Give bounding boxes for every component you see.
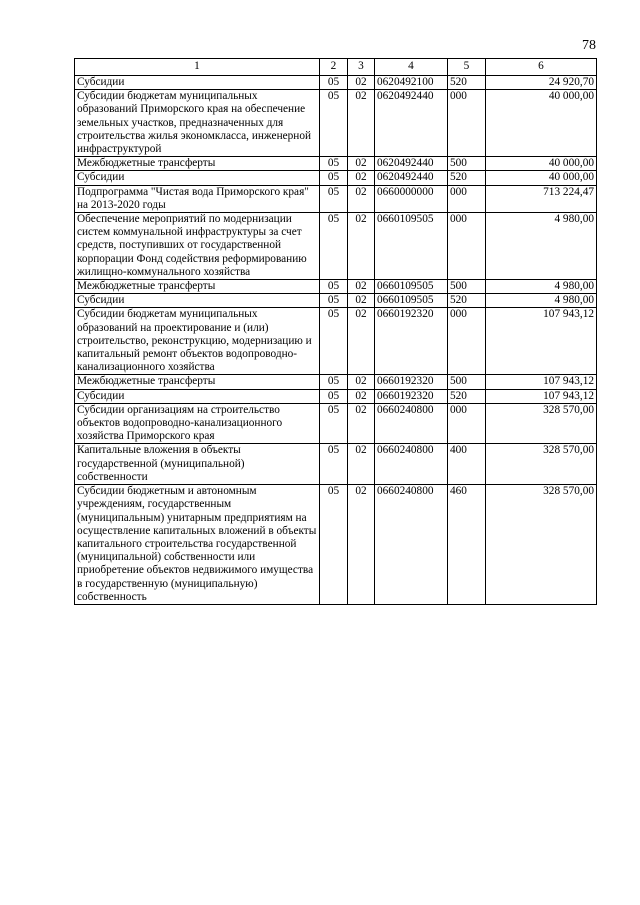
row-subsection-cell: 02 (348, 171, 375, 185)
row-target-code-cell: 0620492440 (375, 157, 448, 171)
row-target-code-cell: 0660192320 (375, 375, 448, 389)
row-name-cell: Межбюджетные трансферты (75, 157, 320, 171)
header-col-6: 6 (486, 59, 597, 76)
row-subsection-cell: 02 (348, 76, 375, 90)
row-target-code-cell: 0620492100 (375, 76, 448, 90)
row-section-cell: 05 (320, 389, 348, 403)
row-expense-type-cell: 520 (448, 171, 486, 185)
row-section-cell: 05 (320, 444, 348, 485)
table-row (75, 403, 597, 444)
row-amount-cell: 107 943,12 (486, 308, 597, 375)
row-amount-cell: 328 570,00 (486, 444, 597, 485)
row-target-code-cell: 0620492440 (375, 90, 448, 157)
row-amount-cell: 328 570,00 (486, 403, 597, 444)
row-subsection-cell: 02 (348, 389, 375, 403)
header-col-4: 4 (375, 59, 448, 76)
row-amount-cell: 40 000,00 (486, 157, 597, 171)
row-subsection-cell: 02 (348, 185, 375, 212)
row-subsection-cell: 02 (348, 280, 375, 294)
row-subsection-cell: 02 (348, 403, 375, 444)
row-amount-cell: 4 980,00 (486, 294, 597, 308)
row-name-cell: Субсидии (75, 294, 320, 308)
row-amount-cell: 713 224,47 (486, 185, 597, 212)
row-amount-cell: 40 000,00 (486, 171, 597, 185)
table-row (75, 280, 597, 294)
row-section-cell: 05 (320, 375, 348, 389)
row-name-cell: Субсидии (75, 76, 320, 90)
table-row (75, 444, 597, 485)
table-row (75, 185, 597, 212)
table-row (75, 213, 597, 280)
table-row (75, 375, 597, 389)
table-row (75, 171, 597, 185)
table-body (75, 76, 597, 605)
table-row (75, 90, 597, 157)
row-subsection-cell: 02 (348, 294, 375, 308)
row-name-cell: Субсидии организациям на строительство объектов водопроводно-канализационного хозяйства Приморского края (75, 403, 320, 444)
row-expense-type-cell: 000 (448, 185, 486, 212)
row-target-code-cell: 0660240800 (375, 403, 448, 444)
row-subsection-cell: 02 (348, 444, 375, 485)
row-section-cell: 05 (320, 294, 348, 308)
row-expense-type-cell: 000 (448, 403, 486, 444)
row-target-code-cell: 0660240800 (375, 485, 448, 605)
row-target-code-cell: 0620492440 (375, 171, 448, 185)
row-amount-cell: 24 920,70 (486, 76, 597, 90)
row-name-cell: Обеспечение мероприятий по модернизации систем коммунальной инфраструктуры за счет средств, поступивших от государственной корпорации Фонд содействия реформированию жилищно-коммунального хозяйства (75, 213, 320, 280)
row-expense-type-cell: 400 (448, 444, 486, 485)
row-section-cell: 05 (320, 185, 348, 212)
row-target-code-cell: 0660000000 (375, 185, 448, 212)
row-name-cell: Субсидии бюджетным и автономным учреждениям, государственным (муниципальным) унитарным предприятиям на осуществление капитальных вложений в объекты капитального строительства государственной (муниципальной) собственности или приобретение объектов недвижимого имущества в государственную (муниципальную) собственность (75, 485, 320, 605)
row-target-code-cell: 0660109505 (375, 280, 448, 294)
row-name-cell: Субсидии (75, 171, 320, 185)
header-col-3: 3 (348, 59, 375, 76)
row-amount-cell: 107 943,12 (486, 389, 597, 403)
row-expense-type-cell: 000 (448, 308, 486, 375)
row-section-cell: 05 (320, 90, 348, 157)
row-name-cell: Субсидии бюджетам муниципальных образований Приморского края на обеспечение земельных участков, предназначенных для строительства жилья экономкласса, инженерной инфраструктурой (75, 90, 320, 157)
table-row (75, 308, 597, 375)
row-target-code-cell: 0660192320 (375, 389, 448, 403)
row-expense-type-cell: 460 (448, 485, 486, 605)
header-row (75, 59, 597, 76)
row-amount-cell: 4 980,00 (486, 213, 597, 280)
header-col-2: 2 (320, 59, 348, 76)
row-target-code-cell: 0660192320 (375, 308, 448, 375)
header-col-1: 1 (75, 59, 320, 76)
row-section-cell: 05 (320, 213, 348, 280)
row-name-cell: Капитальные вложения в объекты государственной (муниципальной) собственности (75, 444, 320, 485)
row-amount-cell: 107 943,12 (486, 375, 597, 389)
row-name-cell: Субсидии бюджетам муниципальных образований на проектирование и (или) строительство, реконструкцию, модернизацию и капитальный ремонт объектов водопроводно-канализационного хозяйства (75, 308, 320, 375)
row-target-code-cell: 0660240800 (375, 444, 448, 485)
table-row (75, 157, 597, 171)
row-target-code-cell: 0660109505 (375, 213, 448, 280)
row-name-cell: Межбюджетные трансферты (75, 375, 320, 389)
table-row (75, 76, 597, 90)
row-section-cell: 05 (320, 171, 348, 185)
row-section-cell: 05 (320, 485, 348, 605)
table-row (75, 294, 597, 308)
row-section-cell: 05 (320, 157, 348, 171)
row-expense-type-cell: 520 (448, 294, 486, 308)
row-section-cell: 05 (320, 280, 348, 294)
header-col-5: 5 (448, 59, 486, 76)
row-amount-cell: 328 570,00 (486, 485, 597, 605)
row-subsection-cell: 02 (348, 308, 375, 375)
row-name-cell: Субсидии (75, 389, 320, 403)
row-section-cell: 05 (320, 403, 348, 444)
row-subsection-cell: 02 (348, 375, 375, 389)
row-section-cell: 05 (320, 76, 348, 90)
row-amount-cell: 4 980,00 (486, 280, 597, 294)
row-subsection-cell: 02 (348, 90, 375, 157)
row-target-code-cell: 0660109505 (375, 294, 448, 308)
row-expense-type-cell: 000 (448, 90, 486, 157)
row-section-cell: 05 (320, 308, 348, 375)
row-amount-cell: 40 000,00 (486, 90, 597, 157)
row-expense-type-cell: 520 (448, 389, 486, 403)
page-number: 78 (582, 38, 596, 53)
row-subsection-cell: 02 (348, 157, 375, 171)
row-name-cell: Подпрограмма "Чистая вода Приморского края" на 2013-2020 годы (75, 185, 320, 212)
row-expense-type-cell: 500 (448, 157, 486, 171)
row-subsection-cell: 02 (348, 213, 375, 280)
budget-table (74, 58, 597, 605)
row-expense-type-cell: 500 (448, 375, 486, 389)
row-expense-type-cell: 000 (448, 213, 486, 280)
row-expense-type-cell: 520 (448, 76, 486, 90)
table-row (75, 389, 597, 403)
row-subsection-cell: 02 (348, 485, 375, 605)
table-row (75, 485, 597, 605)
row-name-cell: Межбюджетные трансферты (75, 280, 320, 294)
row-expense-type-cell: 500 (448, 280, 486, 294)
